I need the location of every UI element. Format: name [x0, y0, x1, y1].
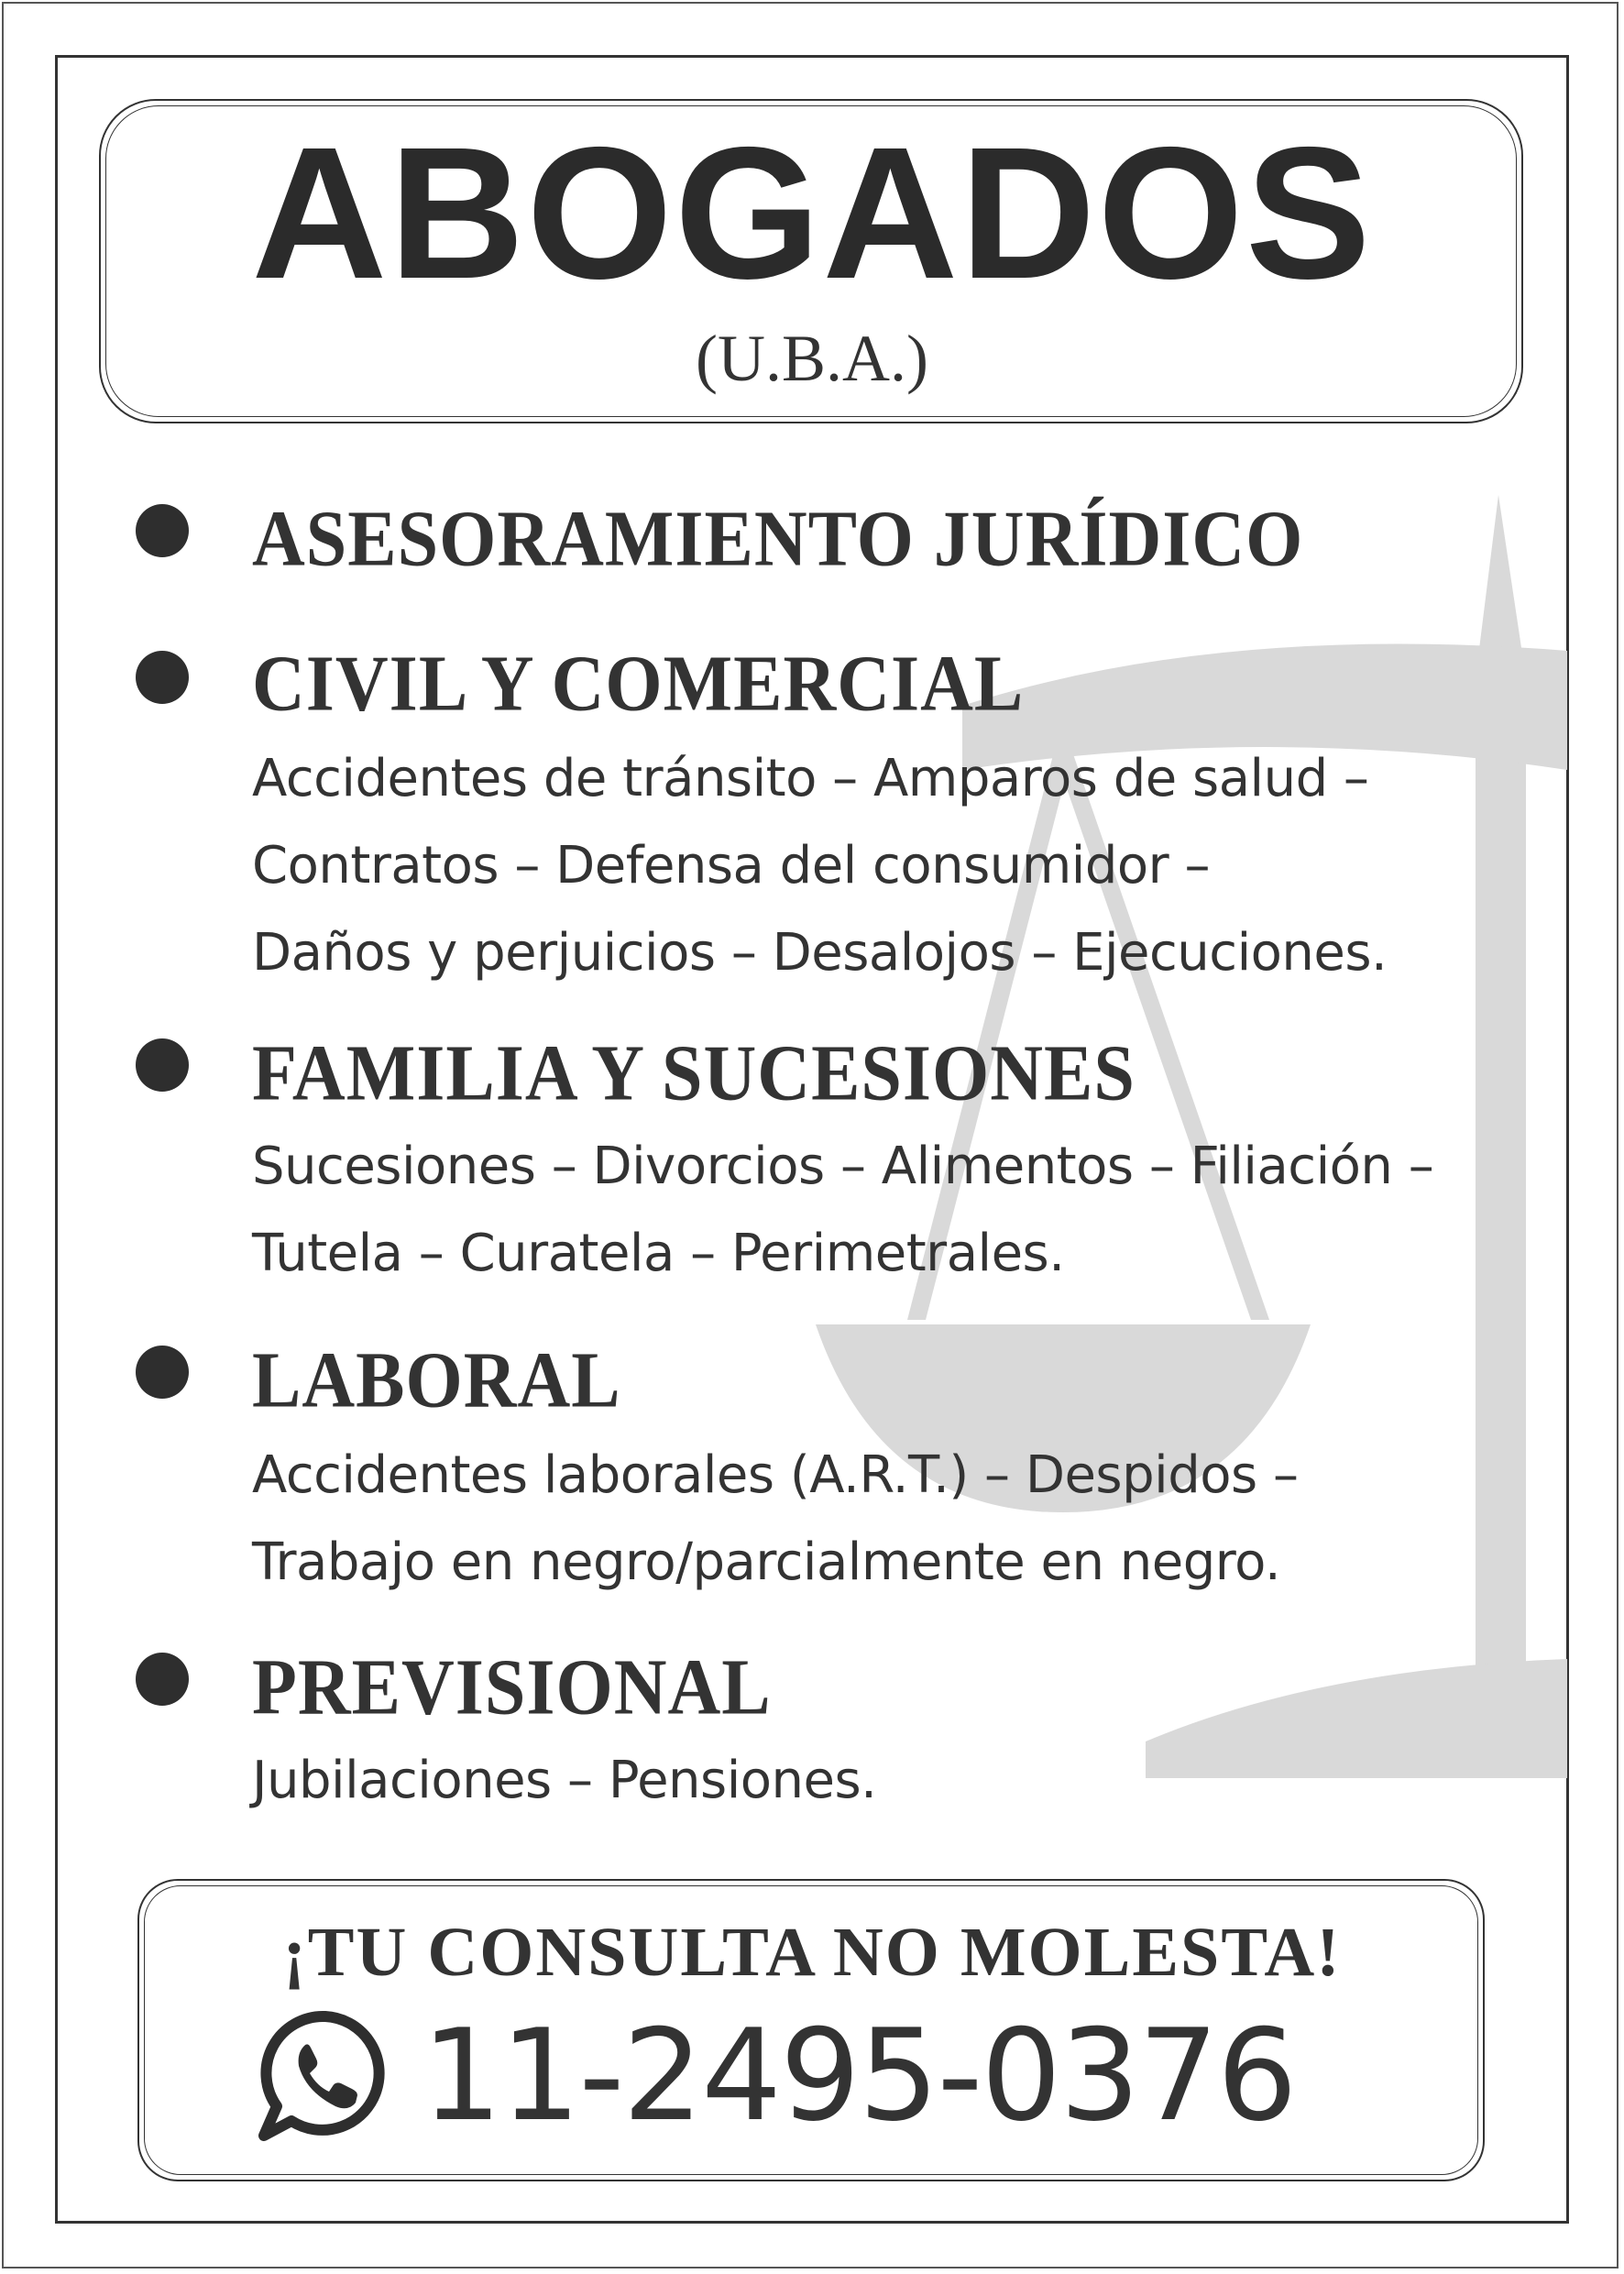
slogan: ¡TU CONSULTA NO MOLESTA!: [282, 1914, 1342, 1991]
section-line: Daños y perjuicios – Desalojos – Ejecuciones.: [252, 923, 1388, 983]
section-line: Tutela – Curatela – Perimetrales.: [252, 1224, 1065, 1283]
bullet-icon: [136, 1038, 189, 1092]
section-line: Accidentes laborales (A.R.T.) – Despidos –: [252, 1445, 1299, 1505]
section-line: Contratos – Defensa del consumidor –: [252, 836, 1210, 895]
section-heading: PREVISIONAL: [252, 1643, 772, 1731]
section-heading: CIVIL Y COMERCIAL: [252, 640, 1025, 728]
section-heading: ASESORAMIENTO JURÍDICO: [252, 495, 1304, 583]
bullet-icon: [136, 504, 189, 557]
section-line: Trabajo en negro/parcialmente en negro.: [252, 1532, 1281, 1592]
bullet-icon: [136, 1653, 189, 1706]
section-line: Sucesiones – Divorcios – Alimentos – Filiación –: [252, 1137, 1434, 1196]
page-title: ABOGADOS: [251, 108, 1373, 318]
section-heading: FAMILIA Y SUCESIONES: [252, 1029, 1136, 1117]
section-line: Accidentes de tránsito – Amparos de salud –: [252, 749, 1369, 808]
bullet-icon: [136, 1346, 189, 1399]
section-line: Jubilaciones – Pensiones.: [252, 1751, 877, 1810]
section-heading: LABORAL: [252, 1336, 621, 1424]
page-subtitle: (U.B.A.): [696, 322, 928, 395]
phone-number[interactable]: 11-2495-0376: [422, 2002, 1296, 2149]
bullet-icon: [136, 651, 189, 704]
whatsapp-icon: [257, 2007, 394, 2145]
